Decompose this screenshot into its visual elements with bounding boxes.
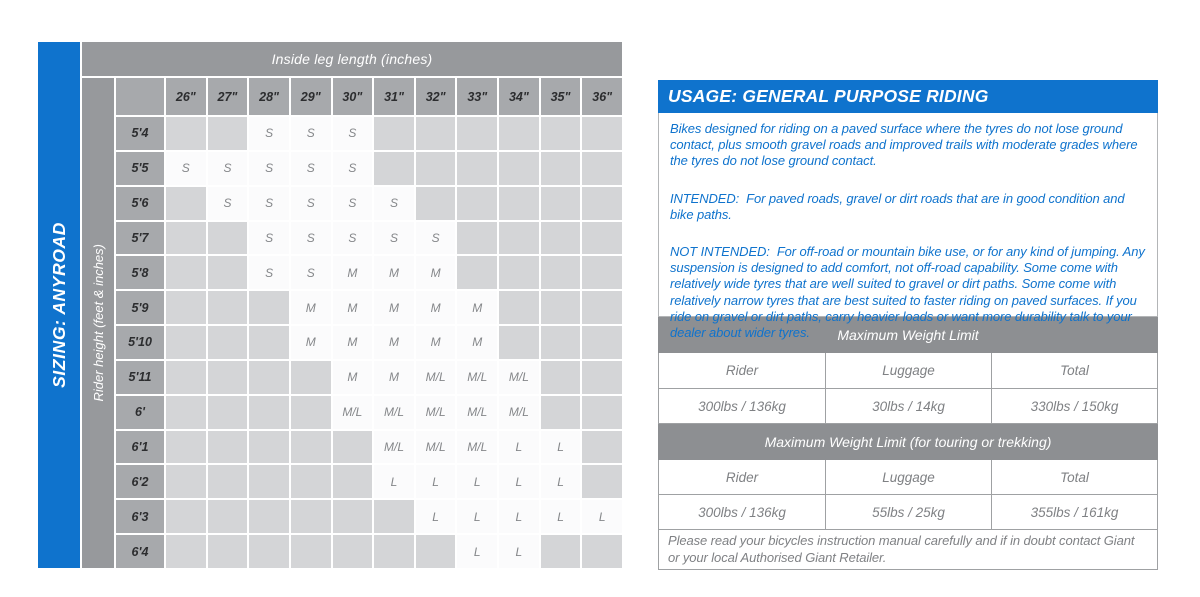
empty-cell (541, 326, 581, 359)
size-cell: M/L (416, 431, 456, 464)
empty-cell (541, 396, 581, 429)
weight-table-title: Maximum Weight Limit (for touring or trekking) (658, 424, 1158, 460)
col-header: 29" (291, 78, 331, 115)
weight-value-cell: 300lbs / 136kg (698, 398, 786, 414)
col-header: 34" (499, 78, 539, 115)
empty-cell (249, 361, 289, 394)
empty-cell (499, 152, 539, 185)
empty-cell (166, 396, 206, 429)
weight-table-title: Maximum Weight Limit (658, 317, 1158, 353)
weight-value-cell: 355lbs / 161kg (991, 495, 1157, 529)
col-header: 30" (333, 78, 373, 115)
size-cell: L (541, 500, 581, 533)
weight-header-cell: Luggage (825, 460, 991, 494)
empty-cell (416, 535, 456, 568)
col-header: 26" (166, 78, 206, 115)
empty-cell (499, 256, 539, 289)
size-cell: M (457, 326, 497, 359)
empty-cell (208, 465, 248, 498)
empty-cell (208, 361, 248, 394)
empty-cell (499, 222, 539, 255)
row-label: 6'3 (116, 500, 164, 533)
empty-cell (416, 187, 456, 220)
size-cell: L (541, 465, 581, 498)
empty-cell (333, 465, 373, 498)
empty-cell (374, 535, 414, 568)
usage-panel (658, 80, 1158, 568)
size-cell: M (333, 256, 373, 289)
empty-cell (499, 187, 539, 220)
empty-cell (208, 256, 248, 289)
empty-cell (582, 291, 622, 324)
empty-cell (249, 535, 289, 568)
size-cell: L (541, 431, 581, 464)
size-cell: S (333, 117, 373, 150)
row-label: 6'4 (116, 535, 164, 568)
weight-value-cell: 55lbs / 25kg (825, 495, 991, 529)
size-cell: S (291, 256, 331, 289)
col-header: 33" (457, 78, 497, 115)
size-cell: M (416, 291, 456, 324)
size-cell: L (416, 500, 456, 533)
weight-value-cell: 300lbs / 136kg (698, 504, 786, 520)
not-intended-text: For off-road or mountain bike use, or for any kind of jumping. Any suspension is designed to add comfort, not off-road capability. Some come with relatively wide tyres that are well suited to gravel or dirt paths. Some come with relatively narrow tyres that are best suited to faster riding on paved surfaces. If you ride on gravel or dirt paths, carry heavier loads or want more durability talk to your dealer about wider tyres. (670, 244, 1145, 341)
empty-cell (291, 535, 331, 568)
empty-cell (249, 326, 289, 359)
size-cell: M/L (499, 396, 539, 429)
size-cell: M (416, 256, 456, 289)
empty-cell (374, 117, 414, 150)
empty-cell (374, 500, 414, 533)
not-intended-label: NOT INTENDED: (670, 244, 770, 260)
size-cell: S (249, 187, 289, 220)
col-header: 27" (208, 78, 248, 115)
sizing-grid (82, 42, 622, 568)
size-cell: M (374, 291, 414, 324)
empty-cell (208, 431, 248, 464)
empty-cell (582, 222, 622, 255)
empty-cell (582, 396, 622, 429)
weight-header-cell: Luggage (825, 353, 991, 388)
weight-value-cell: 30lbs / 14kg (825, 389, 991, 423)
usage-description: Bikes designed for riding on a paved surface where the tyres do not lose ground contact, plus smooth gravel roads and improved trails with moderate grades where the tyres do not lose ground contact. (670, 121, 1138, 169)
size-cell: M/L (374, 396, 414, 429)
size-cell: M/L (499, 361, 539, 394)
size-cell: S (333, 187, 373, 220)
empty-cell (499, 326, 539, 359)
empty-cell (499, 291, 539, 324)
usage-title-bar (658, 80, 1158, 113)
size-cell: L (457, 535, 497, 568)
empty-cell (208, 396, 248, 429)
empty-cell (249, 396, 289, 429)
size-cell: S (249, 256, 289, 289)
empty-cell (582, 117, 622, 150)
size-cell: S (333, 222, 373, 255)
weight-value-row (658, 389, 1158, 424)
empty-cell (166, 326, 206, 359)
usage-intended (670, 191, 1146, 223)
empty-cell (333, 535, 373, 568)
empty-cell (457, 187, 497, 220)
size-cell: M/L (457, 361, 497, 394)
empty-cell (457, 256, 497, 289)
empty-cell (541, 117, 581, 150)
row-label: 5'7 (116, 222, 164, 255)
size-cell: S (166, 152, 206, 185)
empty-cell (457, 152, 497, 185)
empty-cell (166, 291, 206, 324)
empty-cell (582, 187, 622, 220)
size-cell: M/L (457, 431, 497, 464)
size-cell: L (499, 431, 539, 464)
empty-cell (166, 256, 206, 289)
sizing-title-bar (38, 42, 80, 568)
empty-cell (208, 535, 248, 568)
row-label: 5'4 (116, 117, 164, 150)
size-cell: M (374, 256, 414, 289)
empty-cell (291, 431, 331, 464)
size-cell: M (416, 326, 456, 359)
empty-cell (582, 152, 622, 185)
empty-cell (416, 117, 456, 150)
empty-cell (166, 535, 206, 568)
col-header: 35" (541, 78, 581, 115)
empty-cell (582, 361, 622, 394)
empty-cell (166, 431, 206, 464)
empty-cell (291, 396, 331, 429)
empty-cell (499, 117, 539, 150)
empty-cell (416, 152, 456, 185)
size-cell: S (291, 222, 331, 255)
row-label: 5'5 (116, 152, 164, 185)
size-cell: S (249, 117, 289, 150)
col-header: 36" (582, 78, 622, 115)
empty-cell (333, 431, 373, 464)
weight-header-cell: Rider (725, 469, 759, 485)
empty-cell (333, 500, 373, 533)
size-cell: S (291, 187, 331, 220)
empty-cell (166, 117, 206, 150)
weight-header-cell: Total (991, 353, 1157, 388)
size-cell: S (291, 117, 331, 150)
col-axis-label: Inside leg length (inches) (271, 51, 433, 67)
size-cell: M (333, 291, 373, 324)
row-label: 5'8 (116, 256, 164, 289)
weight-tables (658, 317, 1158, 530)
empty-cell (291, 465, 331, 498)
empty-cell (249, 465, 289, 498)
empty-cell (541, 187, 581, 220)
size-cell: S (374, 187, 414, 220)
intended-label: INTENDED: (670, 190, 740, 206)
sizing-title: SIZING: ANYROAD (48, 222, 69, 388)
empty-cell (249, 431, 289, 464)
intended-text: For paved roads, gravel or dirt roads that are in good condition and bike paths. (670, 190, 1125, 222)
size-cell: L (457, 465, 497, 498)
empty-cell (208, 326, 248, 359)
empty-cell (166, 500, 206, 533)
size-cell: L (499, 465, 539, 498)
size-cell: S (333, 152, 373, 185)
col-axis-label-band (82, 42, 622, 76)
empty-cell (582, 256, 622, 289)
size-cell: M (291, 291, 331, 324)
size-cell: S (374, 222, 414, 255)
weight-value-row (658, 495, 1158, 530)
usage-footer: Please read your bicycles instruction manual carefully and if in doubt contact Giant or your local Authorised Giant Retailer. (658, 530, 1158, 570)
size-cell: L (457, 500, 497, 533)
sizing-chart (38, 42, 622, 568)
size-cell: S (291, 152, 331, 185)
weight-header-row (658, 353, 1158, 389)
size-cell: M/L (416, 361, 456, 394)
empty-cell (582, 465, 622, 498)
row-label: 5'11 (116, 361, 164, 394)
empty-cell (541, 535, 581, 568)
empty-cell (582, 535, 622, 568)
empty-cell (208, 291, 248, 324)
empty-cell (541, 256, 581, 289)
col-header: 31" (374, 78, 414, 115)
empty-cell (249, 291, 289, 324)
empty-cell (374, 152, 414, 185)
row-label: 6'1 (116, 431, 164, 464)
size-cell: M/L (416, 396, 456, 429)
empty-cell (208, 222, 248, 255)
size-cell: L (499, 500, 539, 533)
col-header: 28" (249, 78, 289, 115)
empty-cell (541, 222, 581, 255)
empty-cell (582, 431, 622, 464)
size-cell: S (208, 187, 248, 220)
empty-cell (208, 500, 248, 533)
empty-cell (582, 326, 622, 359)
corner-cell (116, 78, 164, 115)
empty-cell (166, 361, 206, 394)
empty-cell (541, 361, 581, 394)
size-cell: S (208, 152, 248, 185)
empty-cell (166, 187, 206, 220)
size-cell: M (291, 326, 331, 359)
size-cell: M/L (457, 396, 497, 429)
row-label: 5'10 (116, 326, 164, 359)
size-cell: L (582, 500, 622, 533)
size-cell: M (374, 361, 414, 394)
empty-cell (249, 500, 289, 533)
size-cell: S (416, 222, 456, 255)
weight-header-cell: Rider (725, 363, 759, 378)
row-label: 6'2 (116, 465, 164, 498)
empty-cell (457, 222, 497, 255)
row-axis-label-band (82, 78, 114, 568)
size-cell: M (333, 326, 373, 359)
size-cell: M/L (374, 431, 414, 464)
size-cell: S (249, 222, 289, 255)
empty-cell (166, 465, 206, 498)
row-label: 5'6 (116, 187, 164, 220)
empty-cell (291, 500, 331, 533)
size-cell: M (374, 326, 414, 359)
row-label: 6' (116, 396, 164, 429)
size-cell: S (249, 152, 289, 185)
empty-cell (541, 152, 581, 185)
empty-cell (291, 361, 331, 394)
weight-header-row (658, 460, 1158, 495)
empty-cell (541, 291, 581, 324)
size-cell: L (416, 465, 456, 498)
size-cell: M/L (333, 396, 373, 429)
empty-cell (457, 117, 497, 150)
size-cell: M (333, 361, 373, 394)
row-axis-label: Rider height (feet & inches) (90, 244, 106, 402)
weight-value-cell: 330lbs / 150kg (991, 389, 1157, 423)
size-cell: L (499, 535, 539, 568)
usage-title: USAGE: GENERAL PURPOSE RIDING (668, 86, 989, 106)
size-cell: M (457, 291, 497, 324)
row-label: 5'9 (116, 291, 164, 324)
empty-cell (208, 117, 248, 150)
weight-header-cell: Total (991, 460, 1157, 494)
col-header: 32" (416, 78, 456, 115)
empty-cell (166, 222, 206, 255)
size-cell: L (374, 465, 414, 498)
